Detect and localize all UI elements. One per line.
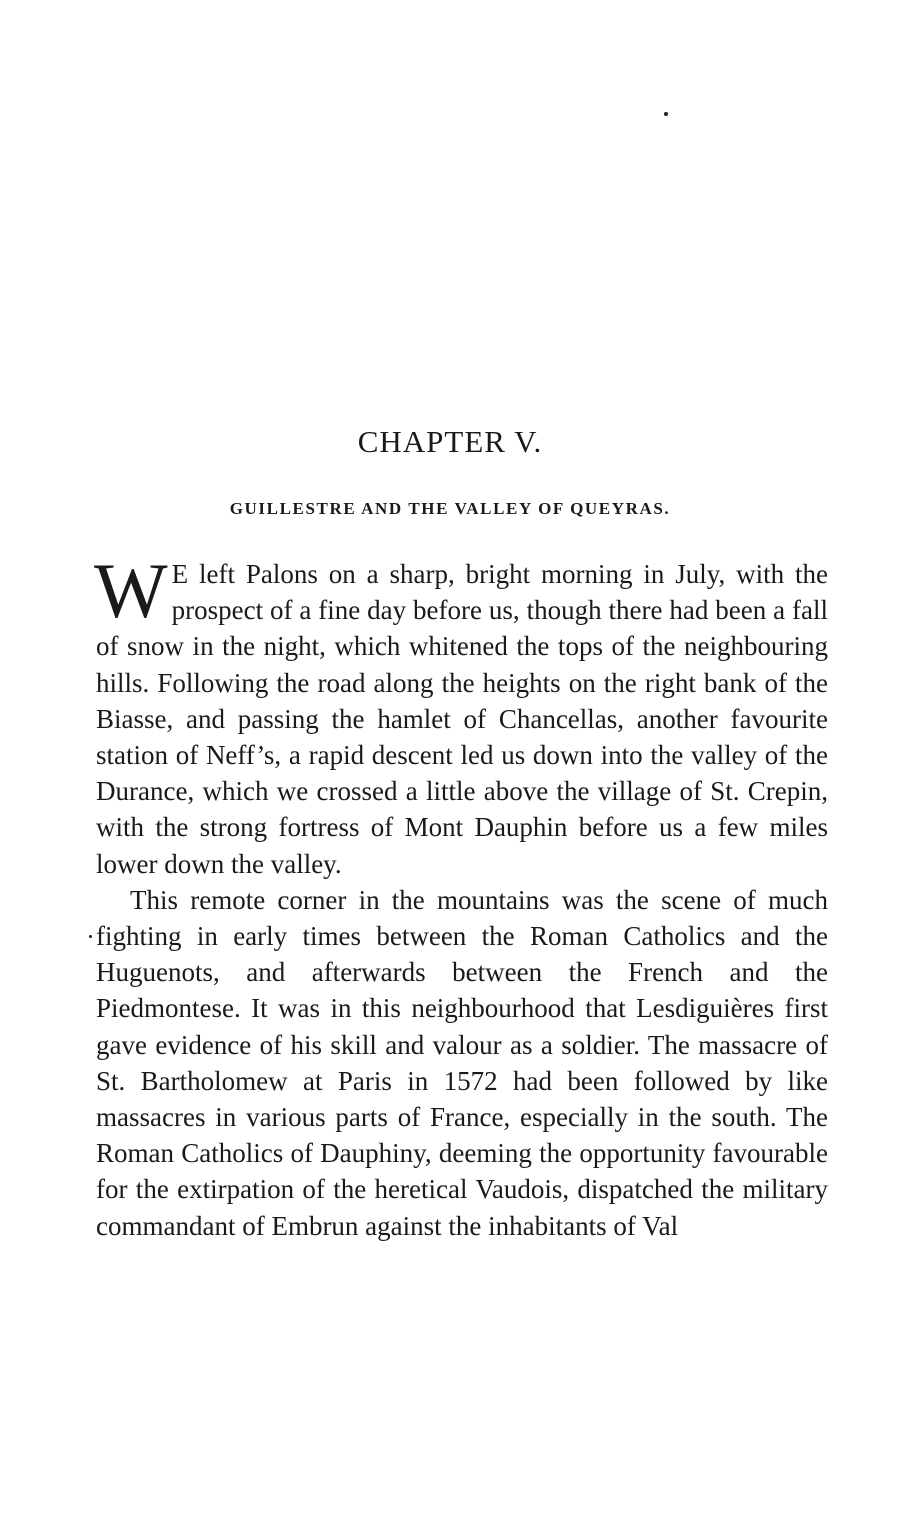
chapter-subtitle: GUILLESTRE AND THE VALLEY OF QUEYRAS. <box>229 499 671 518</box>
chapter-title: CHAPTER V. <box>357 424 543 459</box>
margin-speck <box>664 112 668 116</box>
paragraph-text: This remote corner in the mountains was the scene of much fighting in early times between the Roman Catholics and the Huguenots, and afterwards between the French and the Piedmontese. It was in this neighbourhood that Lesdiguières first gave evidence of his skill and valour as a soldier. The massacre of St. Bartholomew at Paris in 1572 had been followed by like massacres in various parts of France, especially in the south. The Roman Catholics of Dauphiny, deeming the opportunity favourable for the extirpation of the heretical Vaudois, dispatched the military commandant of Embrun against the inhabitants of Val <box>96 884 828 1241</box>
chapter-body <box>94 547 828 1244</box>
paragraph <box>94 547 828 882</box>
paragraph <box>96 882 828 1244</box>
paragraph-text: E left Palons on a sharp, bright morning in July, with the prospect of a fine day before us, though there had been a fall of snow in the night, which whitened the tops of the neighbouring hills. Following the road along the heights on the right bank of the Biasse, and passing the hamlet of Chancellas, another favourite station of Neff’s, a rapid descent led us down into the valley of the Durance, which we crossed a little above the village of St. Crepin, with the strong fortress of Mont Dauphin before us a few miles lower down the valley. <box>96 559 828 879</box>
margin-speck <box>89 935 92 938</box>
drop-cap: W <box>94 547 168 634</box>
